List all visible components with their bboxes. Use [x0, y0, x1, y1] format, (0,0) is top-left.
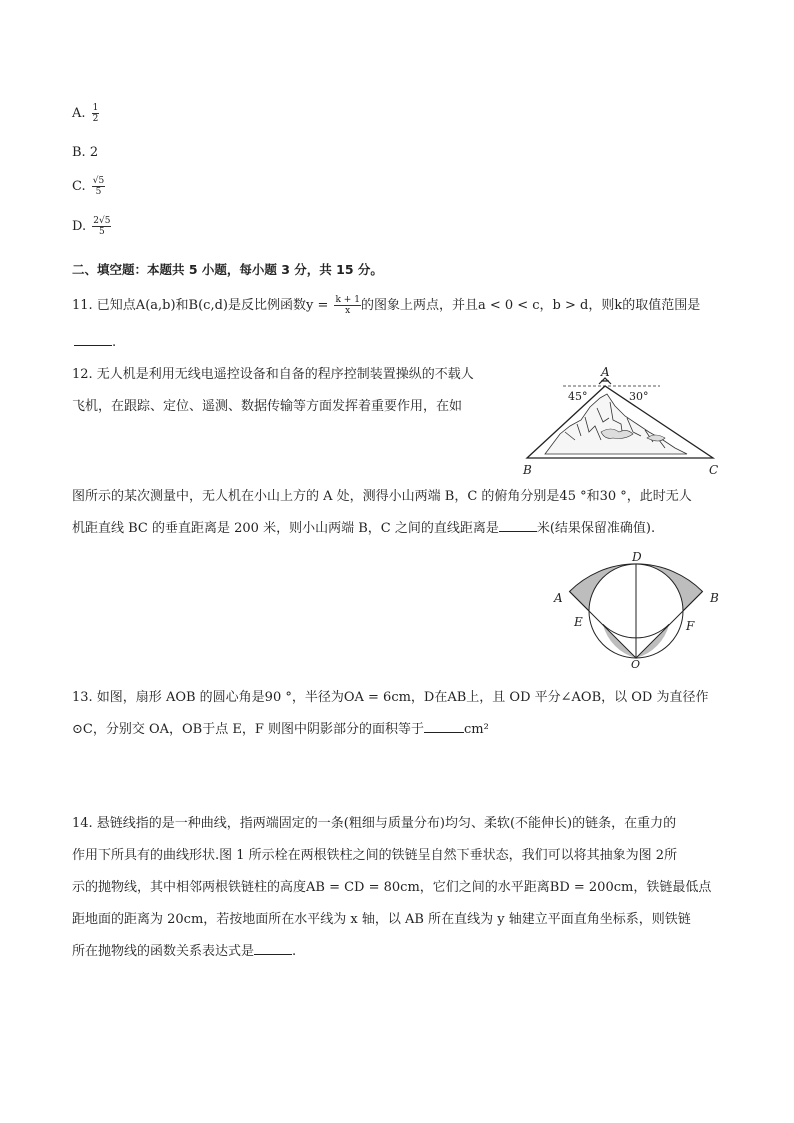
fraction-denominator: 5	[95, 187, 102, 197]
q12-text: 米(结果保留准确值).	[536, 521, 656, 536]
fraction	[92, 103, 100, 124]
q14-text: 所在抛物线的函数关系表达式是	[72, 944, 255, 959]
mountain-shape	[545, 394, 687, 454]
q11-text: 11. 已知点A(a,b)和B(c,d)是反比例函数y =	[72, 298, 333, 313]
q13-line2	[72, 720, 489, 740]
q12-text: 机距直线 BC 的垂直距离是 200 米，则小山两端 B，C 之间的直线距离是	[72, 521, 499, 536]
option-a	[72, 103, 99, 124]
q14-line3: 示的抛物线，其中相邻两根铁链柱的高度AB = CD = 80cm，它们之间的水平距离BD = 200cm，铁链最低点	[72, 880, 712, 895]
label-f: F	[686, 619, 695, 633]
q14-text: .	[292, 944, 297, 959]
fraction	[334, 295, 360, 316]
q14-line4: 距地面的距离为 20cm，若按地面所在水平线为 x 轴，以 AB 所在直线为 y 轴建立平面直角坐标系，则铁链	[72, 912, 691, 927]
option-letter: D.	[72, 219, 87, 234]
section-heading: 二、填空题：本题共 5 小题，每小题 3 分，共 15 分。	[72, 262, 383, 277]
fraction-numerator: 1	[92, 103, 99, 113]
answer-blank[interactable]	[254, 942, 292, 955]
mountain-figure	[515, 362, 725, 477]
angle-45-label: 45°	[568, 390, 588, 403]
fraction	[92, 176, 105, 197]
sector-figure	[550, 548, 730, 668]
label-a: A	[601, 365, 610, 379]
angle-30-label: 30°	[629, 390, 649, 403]
q13-text: ⊙C，分别交 OA，OB于点 E，F 则图中阴影部分的面积等于	[72, 722, 425, 737]
fraction-numerator: 2√5	[93, 216, 111, 226]
q12-line2: 飞机，在跟踪、定位、遥测、数据传输等方面发挥着重要作用，在如	[72, 399, 463, 414]
q12-line4	[72, 519, 655, 539]
period: .	[112, 335, 117, 350]
answer-blank[interactable]	[74, 333, 116, 350]
option-letter: A.	[72, 106, 86, 121]
q14-line1: 14. 悬链线指的是一种曲线，指两端固定的一条(粗细与质量分布)均匀、柔软(不能伸长)的链条，在重力的	[72, 816, 677, 831]
q11-text: 的图象上两点，并且a < 0 < c，b > d，则k的取值范围是	[360, 298, 701, 313]
label-b: B	[710, 591, 719, 605]
option-b	[72, 145, 98, 160]
label-a: A	[554, 591, 563, 605]
option-text: 2	[89, 145, 99, 160]
option-c	[72, 176, 105, 197]
q13-line1: 13. 如图，扇形 AOB 的圆心角是90 °，半径为OA = 6cm，D在AB上，且 OD 平分∠AOB，以 OD 为直径作	[72, 690, 709, 705]
label-o: O	[631, 658, 641, 668]
label-b: B	[523, 463, 532, 477]
label-d: D	[632, 550, 642, 564]
option-letter: C.	[72, 179, 86, 194]
fraction	[92, 216, 111, 237]
q13-unit: cm²	[464, 722, 489, 737]
fraction-numerator: k + 1	[335, 295, 360, 305]
answer-blank[interactable]	[424, 720, 464, 733]
q12-line3: 图所示的某次测量中，无人机在小山上方的 A 处，测得小山两端 B，C 的俯角分别是45 °和30 °，此时无人	[72, 489, 692, 504]
fraction-numerator: √5	[92, 176, 105, 186]
question-11	[72, 295, 700, 316]
q14-line2: 作用下所具有的曲线形状.图 1 所示栓在两根铁柱之间的铁链呈自然下垂状态，我们可以将其抽象为图 2所	[72, 848, 678, 863]
fraction-denominator: 2	[92, 114, 99, 124]
label-c: C	[709, 463, 719, 477]
label-e: E	[574, 615, 583, 629]
option-letter: B.	[72, 145, 86, 160]
q12-line1: 12. 无人机是利用无线电遥控设备和自备的程序控制装置操纵的不载人	[72, 367, 474, 382]
answer-blank[interactable]	[499, 519, 537, 532]
q14-line5	[72, 942, 296, 962]
fraction-denominator: x	[345, 306, 351, 316]
fraction-denominator: 5	[98, 227, 105, 237]
option-d	[72, 216, 111, 237]
